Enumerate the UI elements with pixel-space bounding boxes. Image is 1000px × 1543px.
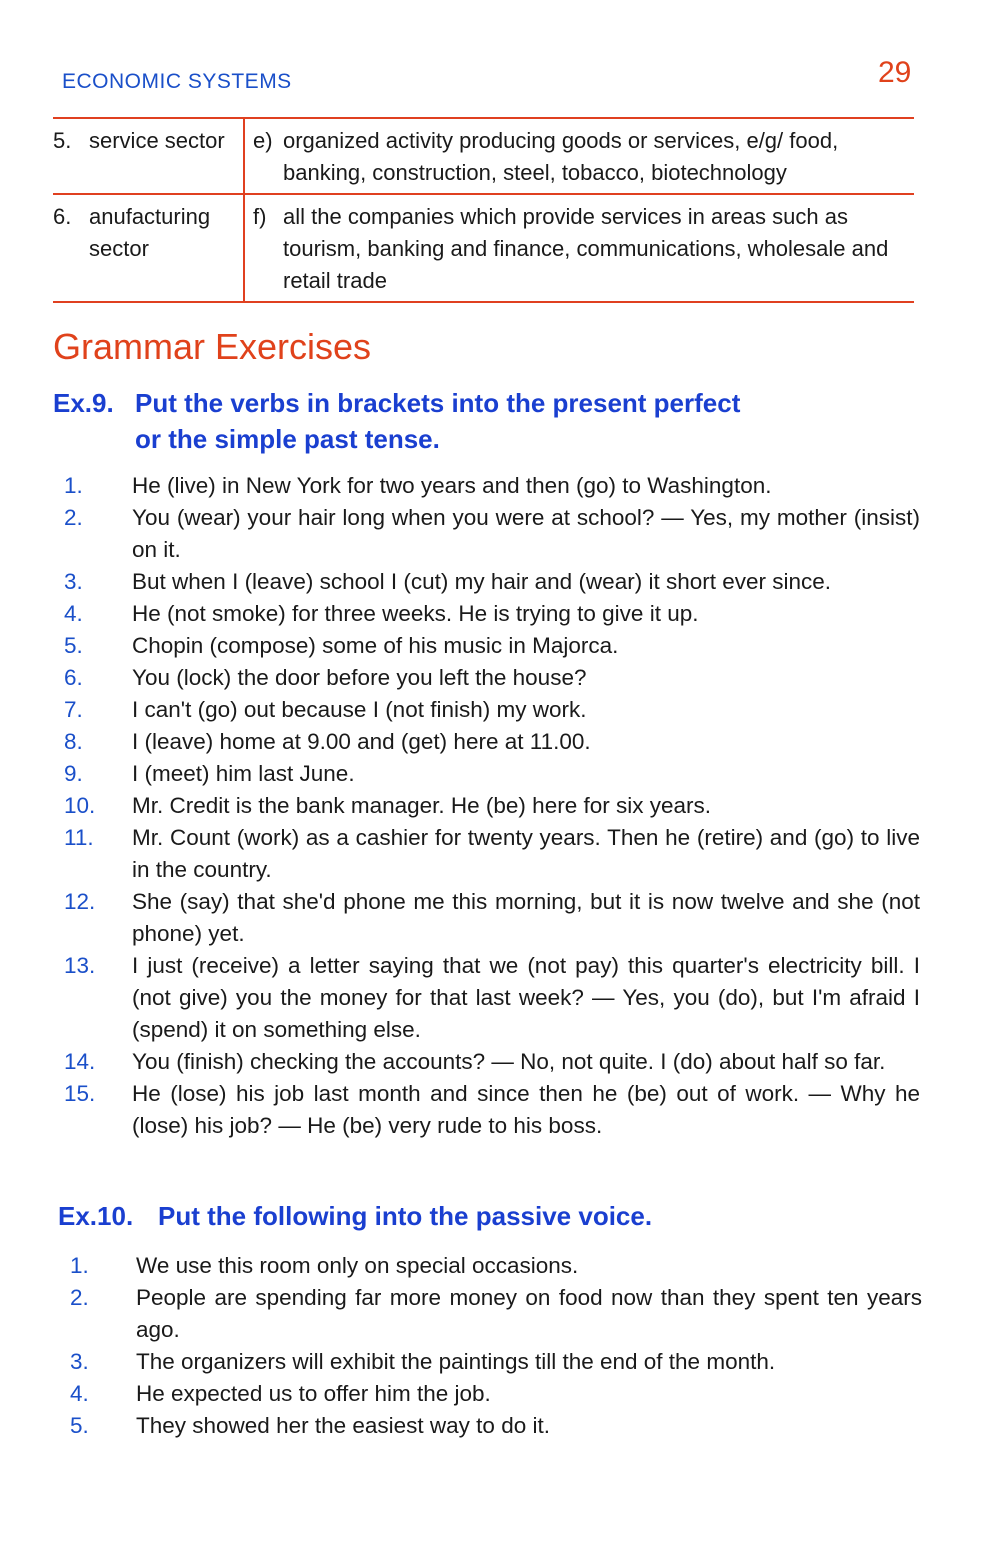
item-number: 3.: [70, 1349, 89, 1374]
term-text: service sector: [89, 128, 225, 153]
list-item: [64, 726, 920, 758]
item-number: 2.: [70, 1285, 89, 1310]
list-item: [64, 470, 920, 502]
exercise-10-list: [70, 1250, 922, 1442]
item-number: 5.: [70, 1413, 89, 1438]
item-text: They showed her the easiest way to do it.: [136, 1413, 550, 1438]
definition-text: all the companies which provide services in areas such as tourism, banking and finance, communications, wholesale and retail trade: [283, 204, 889, 293]
item-text: Mr. Count (work) as a cashier for twenty years. Then he (retire) and (go) to live in the country.: [132, 825, 920, 882]
list-item: [64, 1078, 920, 1142]
list-item: [70, 1378, 922, 1410]
item-number: 4.: [70, 1381, 89, 1406]
item-text: I (leave) home at 9.00 and (get) here at 11.00.: [132, 729, 591, 754]
item-number: 9.: [64, 761, 83, 786]
list-item: [64, 758, 920, 790]
item-number: 10.: [64, 793, 96, 818]
term-cell: [53, 194, 244, 302]
item-text: You (wear) your hair long when you were at school? — Yes, my mother (insist) on it.: [132, 505, 920, 562]
term-text: anufacturing sector: [89, 204, 211, 261]
list-item: [64, 630, 920, 662]
exercise-9-heading: [53, 385, 753, 457]
item-text: Chopin (compose) some of his music in Majorca.: [132, 633, 619, 658]
list-item: [64, 662, 920, 694]
list-item: [64, 502, 920, 566]
table-row: [53, 118, 914, 194]
item-text: He expected us to offer him the job.: [136, 1381, 491, 1406]
list-item: [70, 1410, 922, 1442]
item-number: 8.: [64, 729, 83, 754]
item-number: 3.: [64, 569, 83, 594]
exercise-10-heading: [58, 1198, 918, 1234]
page-number: 29: [878, 56, 912, 89]
item-text: I can't (go) out because I (not finish) my work.: [132, 697, 587, 722]
item-number: 1.: [64, 473, 83, 498]
term-number: 5.: [53, 128, 72, 153]
item-number: 14.: [64, 1049, 96, 1074]
definition-cell: [244, 194, 914, 302]
section-title: Grammar Exercises: [53, 326, 372, 367]
list-item: [64, 694, 920, 726]
item-text: We use this room only on special occasions.: [136, 1253, 579, 1278]
item-number: 11.: [64, 825, 94, 850]
definition-cell: [244, 118, 914, 194]
definition-letter: f): [253, 204, 267, 229]
list-item: [64, 598, 920, 630]
item-number: 1.: [70, 1253, 89, 1278]
item-text: But when I (leave) school I (cut) my hair and (wear) it short ever since.: [132, 569, 832, 594]
list-item: [64, 950, 920, 1046]
item-text: I (meet) him last June.: [132, 761, 355, 786]
list-item: [64, 1046, 920, 1078]
item-number: 15.: [64, 1081, 96, 1106]
item-text: She (say) that she'd phone me this morning, but it is now twelve and she (not phone) yet.: [132, 889, 920, 946]
item-text: He (live) in New York for two years and then (go) to Washington.: [132, 473, 772, 498]
exercise-number: Ex.10.: [58, 1201, 134, 1231]
item-text: People are spending far more money on food now than they spent ten years ago.: [136, 1285, 922, 1342]
exercise-instruction: Put the verbs in brackets into the present perfect or the simple past tense.: [135, 388, 741, 454]
item-number: 2.: [64, 505, 83, 530]
item-number: 5.: [64, 633, 83, 658]
list-item: [64, 790, 920, 822]
item-number: 13.: [64, 953, 96, 978]
item-text: He (not smoke) for three weeks. He is trying to give it up.: [132, 601, 699, 626]
running-head: ECONOMIC SYSTEMS: [62, 70, 292, 93]
list-item: [64, 566, 920, 598]
definition-letter: e): [253, 128, 273, 153]
term-number: 6.: [53, 204, 72, 229]
list-item: [70, 1282, 922, 1346]
item-text: You (lock) the door before you left the house?: [132, 665, 587, 690]
item-text: Mr. Credit is the bank manager. He (be) here for six years.: [132, 793, 711, 818]
definition-text: organized activity producing goods or services, e/g/ food, banking, construction, steel, tobacco, biotechnology: [283, 128, 839, 185]
list-item: [70, 1346, 922, 1378]
list-item: [64, 886, 920, 950]
list-item: [64, 822, 920, 886]
item-number: 4.: [64, 601, 83, 626]
item-text: The organizers will exhibit the paintings till the end of the month.: [136, 1349, 776, 1374]
exercise-instruction: Put the following into the passive voice.: [158, 1201, 653, 1231]
item-number: 7.: [64, 697, 83, 722]
item-text: He (lose) his job last month and since then he (be) out of work. — Why he (lose) his job? — He (be) very rude to his boss.: [132, 1081, 920, 1138]
exercise-9-list: [64, 470, 920, 1142]
table-row: [53, 194, 914, 302]
item-number: 12.: [64, 889, 96, 914]
item-text: I just (receive) a letter saying that we (not pay) this quarter's electricity bill. I (not give) you the money for that last week? — Yes, you (do), but I'm afraid I (spend) it on something else.: [132, 953, 920, 1042]
list-item: [70, 1250, 922, 1282]
term-cell: [53, 118, 244, 194]
item-text: You (finish) checking the accounts? — No, not quite. I (do) about half so far.: [132, 1049, 886, 1074]
vocabulary-table: [53, 117, 914, 303]
item-number: 6.: [64, 665, 83, 690]
exercise-number: Ex.9.: [53, 388, 114, 418]
